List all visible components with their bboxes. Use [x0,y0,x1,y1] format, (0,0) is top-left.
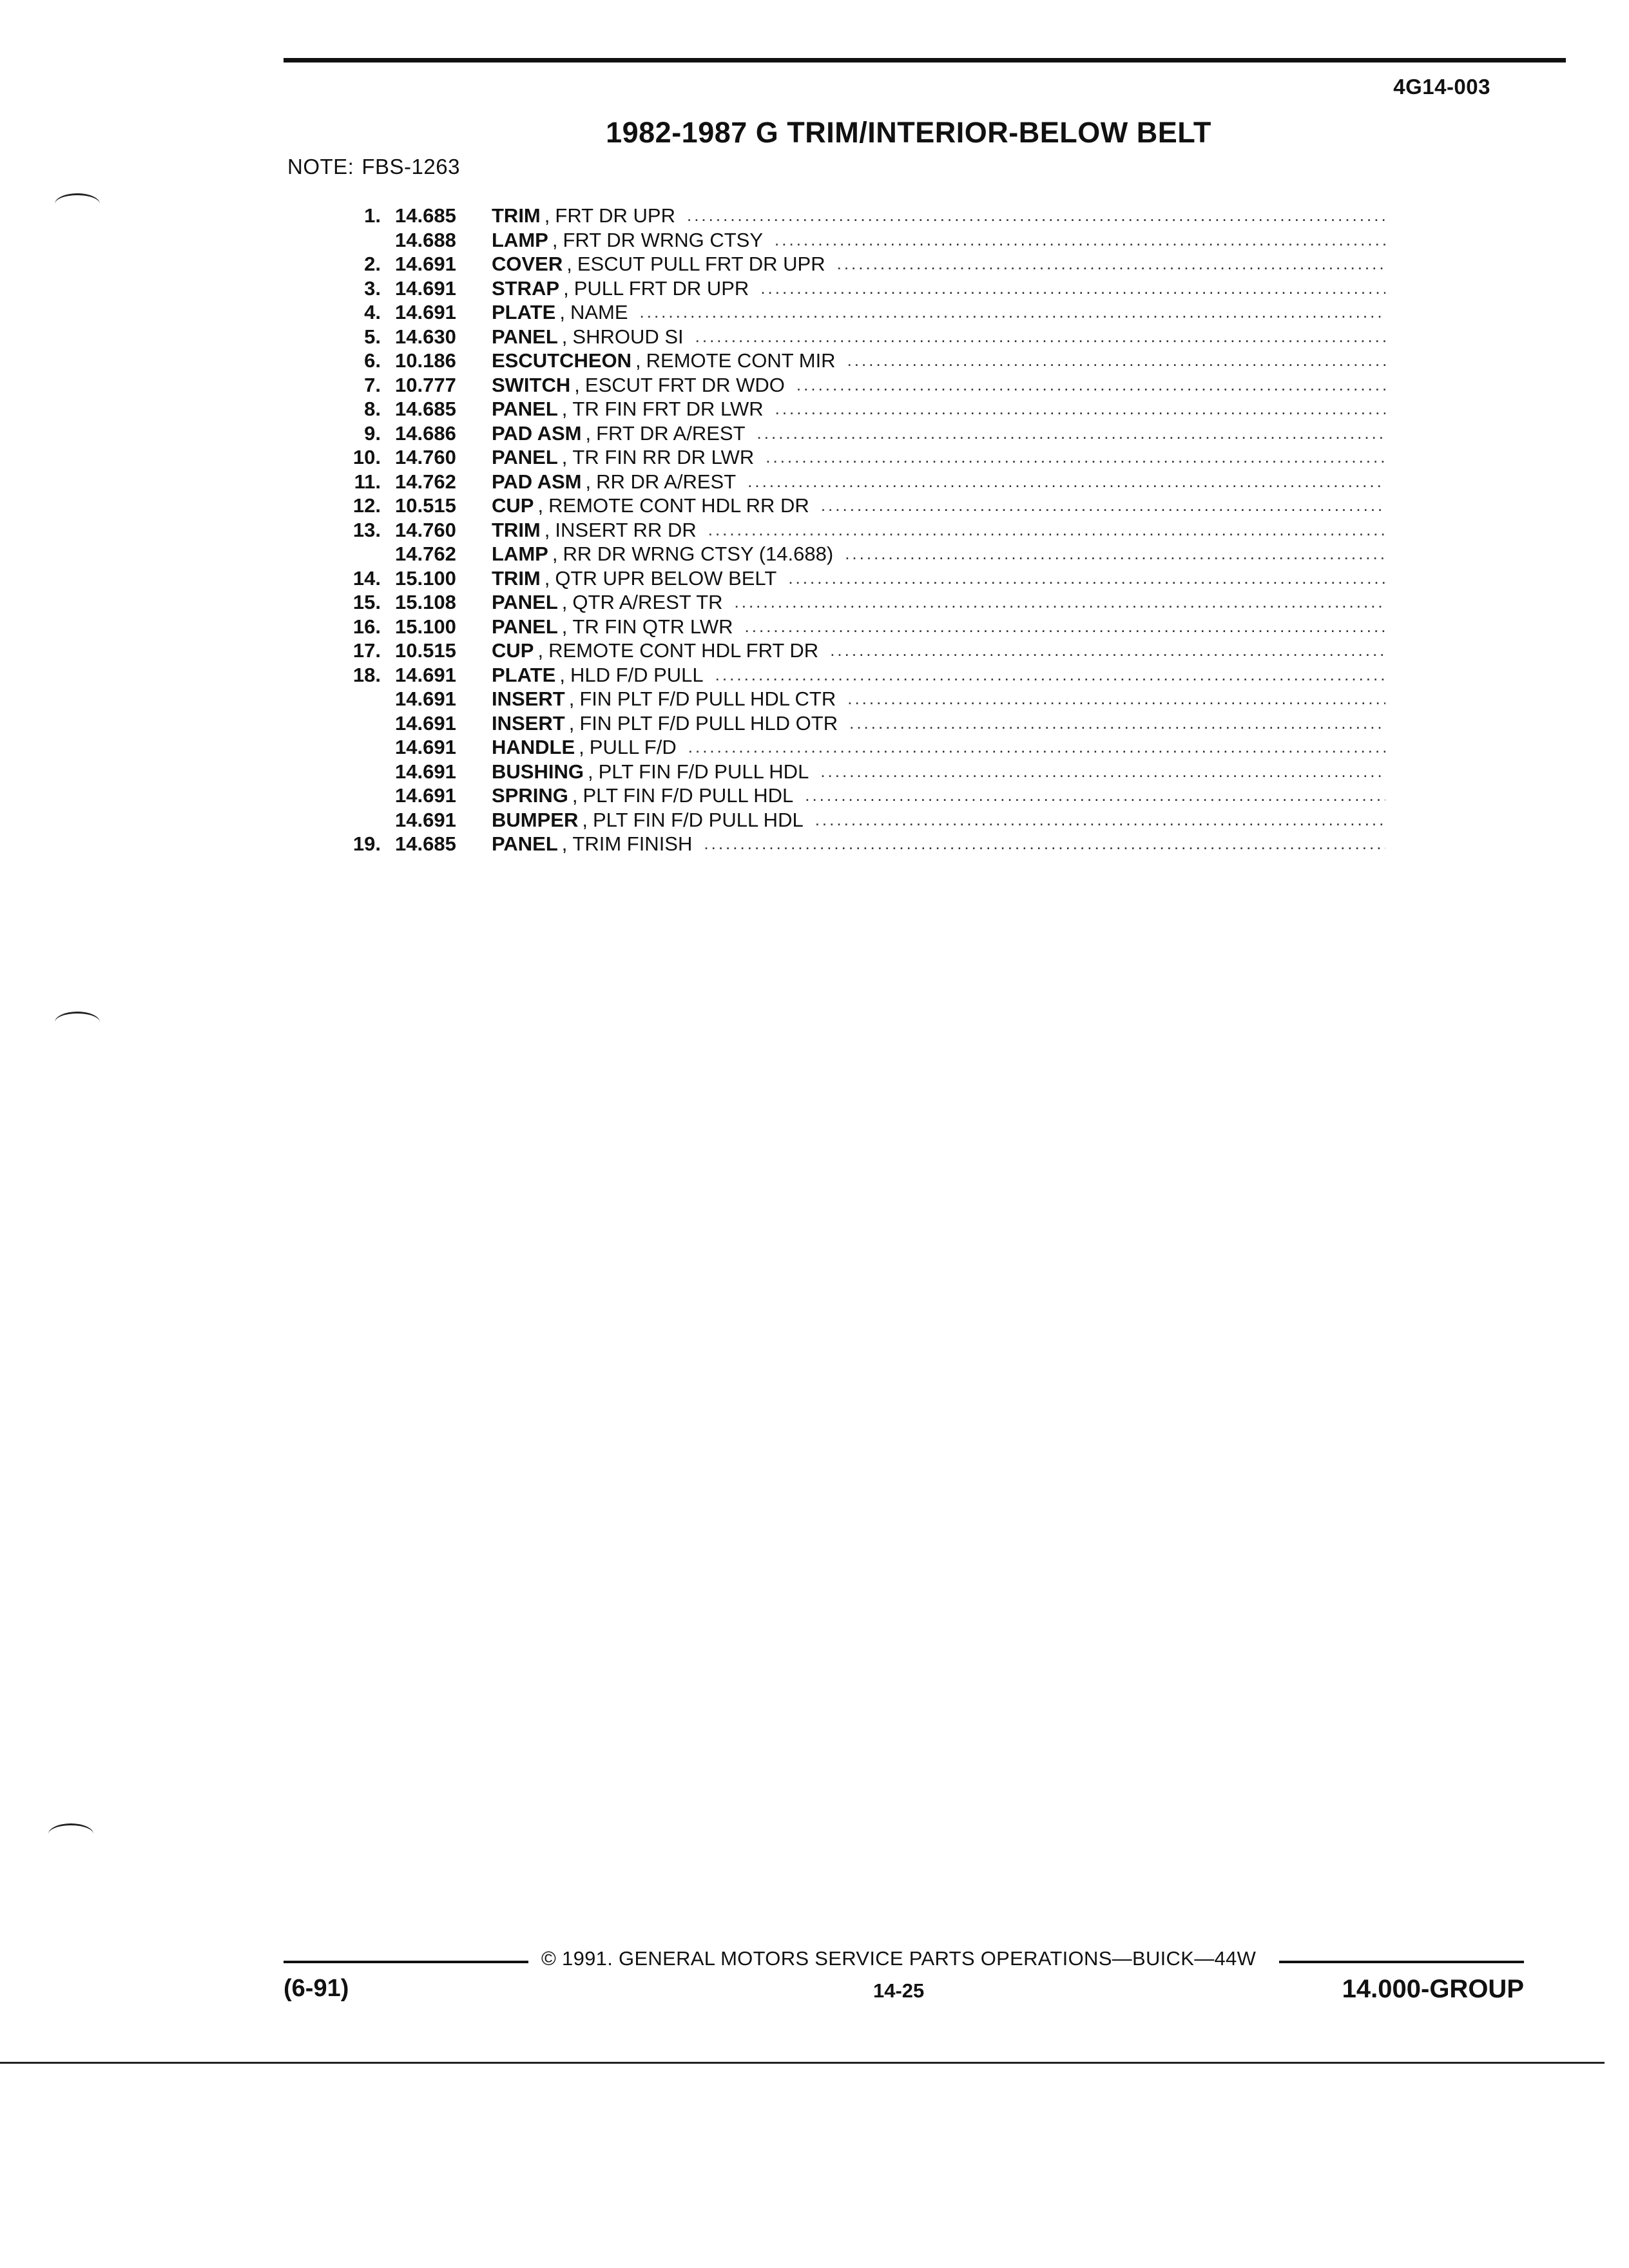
item-number: 2. [364,253,381,275]
bottom-rule [0,2062,1605,2064]
part-detail: PLT FIN F/D PULL HDL [592,808,804,831]
part-detail: TR FIN QTR LWR [572,615,733,638]
group-number: 14.691 [395,784,456,807]
group-number: 14.691 [395,711,456,735]
part-row [322,639,1385,663]
separator: , [561,446,568,468]
dot-leader [760,276,1385,301]
part-name: SPRING [492,784,568,807]
group-number: 14.691 [395,736,456,758]
dot-leader [830,639,1385,663]
part-description [492,421,1385,446]
part-detail: PLT FIN F/D PULL HDL [598,760,809,783]
dot-leader [847,349,1385,373]
part-row [322,615,1385,639]
group-number: 14.691 [395,301,456,323]
separator: , [561,591,568,613]
part-description [492,470,1385,494]
separator: , [563,276,569,300]
group-number: 14.760 [395,518,456,541]
group-number: 10.186 [395,349,456,372]
dot-leader [766,445,1385,470]
note-label: NOTE: [287,155,354,178]
dot-leader [837,252,1385,276]
part-detail: ESCUT FRT DR WDO [584,373,785,396]
dot-leader [715,663,1385,687]
part-description [492,783,1385,808]
part-name: INSERT [492,687,565,710]
part-description [492,687,1385,711]
part-row [322,252,1385,276]
dot-leader [704,832,1385,856]
part-detail: ESCUT PULL FRT DR UPR [577,253,825,275]
footer-date: (6-91) [284,1975,349,2002]
part-description [492,325,1385,349]
dot-leader [821,494,1385,518]
footer-group: 14.000-GROUP [1342,1975,1524,2003]
part-detail: RR DR A/REST [596,470,737,493]
group-number: 10.515 [395,494,456,517]
part-row [322,760,1385,784]
group-number: 15.100 [395,566,456,590]
part-detail: TR FIN RR DR LWR [572,446,755,468]
part-name: LAMP [492,543,548,565]
part-detail: REMOTE CONT HDL FRT DR [548,639,819,662]
part-description [492,808,1385,832]
part-row [322,445,1385,470]
item-number: 13. [352,518,381,541]
binder-hole-mark [55,1012,100,1033]
part-name: INSERT [492,711,565,735]
separator: , [587,760,593,783]
part-description [492,590,1385,615]
dot-leader [849,711,1385,736]
group-number: 10.515 [395,639,456,662]
item-number: 9. [364,421,381,445]
group-number: 14.691 [395,276,456,300]
dot-leader [845,542,1385,566]
part-description [492,663,1385,687]
part-name: CUP [492,494,534,517]
group-number: 14.685 [395,398,456,420]
page-title: 1982-1987 G TRIM/INTERIOR-BELOW BELT [606,116,1211,149]
dot-leader [815,808,1385,832]
dot-leader [796,373,1385,398]
part-row [322,325,1385,349]
part-row [322,566,1385,591]
group-number: 14.760 [395,446,456,468]
part-detail: REMOTE CONT HDL RR DR [548,494,809,517]
part-detail: HLD F/D PULL [570,663,704,686]
item-number: 4. [364,301,381,323]
part-row [322,276,1385,301]
part-row [322,663,1385,687]
footer-rule-left [284,1961,528,1963]
part-name: PANEL [492,446,558,468]
part-row [322,373,1385,398]
part-description [492,228,1385,253]
dot-leader [805,783,1385,808]
part-name: STRAP [492,276,560,300]
part-name: BUSHING [492,760,584,783]
part-row [322,349,1385,373]
group-number: 14.630 [395,325,456,348]
part-detail: FIN PLT F/D PULL HDL CTR [579,687,836,710]
separator: , [537,494,544,517]
group-number: 14.685 [395,832,456,855]
item-number: 12. [352,494,381,517]
part-detail: PULL FRT DR UPR [574,276,749,300]
dot-leader [687,204,1385,228]
part-detail: NAME [570,301,628,323]
group-number: 14.685 [395,204,456,227]
separator: , [561,615,568,638]
doc-code: 4G14-003 [1393,75,1490,99]
part-name: PLATE [492,663,556,686]
part-description [492,639,1385,663]
group-number: 14.691 [395,663,456,686]
part-description [492,300,1385,325]
item-number: 17. [352,639,381,662]
separator: , [561,832,568,855]
part-detail: RR DR WRNG CTSY (14.688) [563,543,834,565]
top-rule [284,58,1566,62]
part-name: PANEL [492,325,558,348]
part-description [492,711,1385,736]
part-row [322,590,1385,615]
part-name: PANEL [492,615,558,638]
separator: , [559,663,565,686]
note [287,155,460,179]
part-name: BUMPER [492,808,579,831]
part-description [492,276,1385,301]
part-row [322,421,1385,446]
part-name: PAD ASM [492,470,582,493]
group-number: 10.777 [395,373,456,396]
item-number: 14. [352,566,381,590]
part-name: COVER [492,253,563,275]
part-description [492,832,1385,856]
part-name: PANEL [492,832,558,855]
dot-leader [775,228,1385,253]
part-description [492,494,1385,518]
dot-leader [745,615,1385,639]
part-row [322,808,1385,832]
separator: , [552,228,558,251]
separator: , [635,349,641,372]
part-name: TRIM [492,518,541,541]
footer-rule-right [1279,1961,1524,1963]
part-row [322,470,1385,494]
item-number: 11. [354,470,381,493]
item-number: 6. [364,349,381,372]
group-number: 15.100 [395,615,456,638]
separator: , [561,398,568,420]
part-row [322,300,1385,325]
binder-hole-mark [48,1823,93,1845]
part-detail: FRT DR A/REST [596,421,746,445]
part-row [322,711,1385,736]
part-detail: REMOTE CONT MIR [646,349,836,372]
part-description [492,735,1385,760]
item-number: 15. [352,591,381,613]
item-number: 1. [364,204,381,227]
dot-leader [847,687,1385,711]
item-number: 10. [352,446,381,468]
group-number: 14.686 [395,421,456,445]
part-description [492,349,1385,373]
group-number: 14.688 [395,228,456,251]
separator: , [561,325,568,348]
part-detail: FRT DR UPR [555,204,675,227]
dot-leader [695,325,1385,349]
item-number: 3. [364,276,381,300]
binder-hole-mark [55,193,100,215]
part-description [492,445,1385,470]
dot-leader [640,300,1385,325]
part-name: PANEL [492,398,558,420]
part-name: LAMP [492,228,548,251]
part-name: SWITCH [492,373,571,396]
separator: , [552,543,558,565]
part-name: PAD ASM [492,421,582,445]
part-detail: SHROUD SI [572,325,684,348]
part-name: HANDLE [492,736,575,758]
part-row [322,735,1385,760]
part-row [322,687,1385,711]
part-row [322,494,1385,518]
part-detail: PULL F/D [589,736,677,758]
separator: , [579,736,584,758]
part-row [322,832,1385,856]
dot-leader [708,518,1385,543]
separator: , [544,518,550,541]
footer-copyright: © 1991. GENERAL MOTORS SERVICE PARTS OPERATIONS—BUICK—44W [541,1947,1257,1970]
part-name: PANEL [492,591,558,613]
page-number: 14-25 [873,1979,925,2002]
part-detail: FRT DR WRNG CTSY [563,228,764,251]
group-number: 14.762 [395,470,456,493]
part-name: TRIM [492,566,541,590]
group-number: 14.691 [395,687,456,710]
part-description [492,518,1385,543]
part-row [322,518,1385,543]
separator: , [559,301,565,323]
part-detail: QTR A/REST TR [572,591,723,613]
part-description [492,252,1385,276]
separator: , [537,639,544,662]
group-number: 14.691 [395,253,456,275]
part-row [322,542,1385,566]
part-name: TRIM [492,204,541,227]
part-row [322,783,1385,808]
part-row [322,228,1385,253]
item-number: 5. [364,325,381,348]
part-description [492,615,1385,639]
part-description [492,204,1385,228]
dot-leader [788,566,1385,591]
part-detail: FIN PLT F/D PULL HLD OTR [579,711,838,735]
separator: , [568,687,575,710]
part-detail: TRIM FINISH [572,832,693,855]
group-number: 14.691 [395,760,456,783]
separator: , [568,711,575,735]
dot-leader [735,590,1385,615]
item-number: 8. [364,398,381,420]
separator: , [544,204,550,227]
separator: , [585,421,592,445]
parts-list [322,204,1385,856]
group-number: 15.108 [395,591,456,613]
group-number: 14.762 [395,543,456,565]
dot-leader [747,470,1385,494]
dot-leader [775,397,1385,421]
part-detail: INSERT RR DR [555,518,697,541]
part-detail: PLT FIN F/D PULL HDL [583,784,794,807]
part-name: CUP [492,639,534,662]
separator: , [574,373,580,396]
separator: , [582,808,588,831]
note-value: FBS-1263 [361,155,460,178]
part-name: ESCUTCHEON [492,349,632,372]
part-detail: QTR UPR BELOW BELT [555,566,777,590]
dot-leader [688,735,1385,760]
separator: , [566,253,572,275]
part-description [492,566,1385,591]
dot-leader [820,760,1385,784]
part-detail: TR FIN FRT DR LWR [572,398,764,420]
part-name: PLATE [492,301,556,323]
separator: , [585,470,592,493]
part-description [492,397,1385,421]
item-number: 19. [352,832,381,855]
part-description [492,542,1385,566]
group-number: 14.691 [395,808,456,831]
part-description [492,373,1385,398]
part-row [322,204,1385,228]
item-number: 18. [352,663,381,686]
part-description [492,760,1385,784]
item-number: 16. [352,615,381,638]
dot-leader [757,421,1385,446]
item-number: 7. [364,373,381,396]
part-row [322,397,1385,421]
separator: , [572,784,578,807]
separator: , [544,566,550,590]
